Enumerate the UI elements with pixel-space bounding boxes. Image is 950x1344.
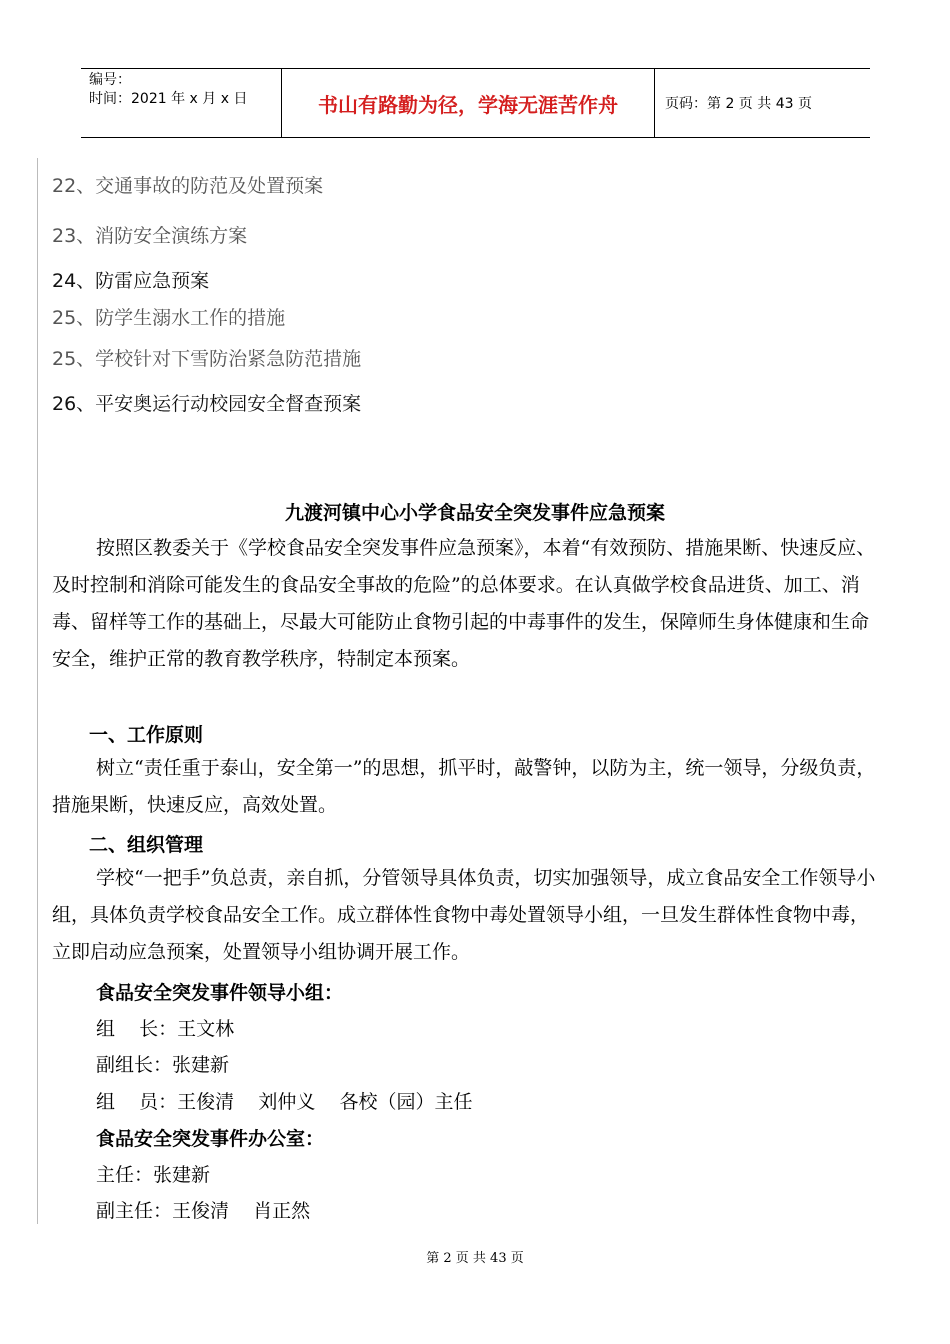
header-meta-cell — [81, 69, 282, 137]
document-title: 九渡河镇中心小学食品安全突发事件应急预案 — [284, 502, 665, 524]
office-heading: 食品安全突发事件办公室： — [96, 1128, 325, 1150]
number-label: 编号： — [89, 72, 131, 88]
office-director: 主任：张建新 — [96, 1164, 211, 1186]
toc-item: 24、防雷应急预案 — [52, 270, 210, 292]
intro-paragraph: 按照区教委关于《学校食品安全突发事件应急预案》，本着“有效预防、措施果断、快速反应、及时控制和消除可能发生的食品安全事故的危险”的总体要求。在认真做学校食品进货、加工、消毒、留样等工作的基础上，尽最大可能防止食物引起的中毒事件的发生，保障师生身体健康和生命安全，维护正常的教育教学秩序，特制定本预案。 — [52, 537, 876, 670]
toc-item: 25、防学生溺水工作的措施 — [52, 307, 286, 329]
section2-body: 学校“一把手”负总责，亲自抓，分管领导具体负责，切实加强领导，成立食品安全工作领导小组，具体负责学校食品安全工作。成立群体性食物中毒处置领导小组，一旦发生群体性食物中毒，立即启动应急预案，处置领导小组协调开展工作。 — [52, 867, 876, 963]
section1-heading: 一、工作原则 — [89, 724, 204, 746]
margin-rule — [37, 158, 38, 1224]
motto: 书山有路勤为径，学海无涯苦作舟 — [282, 69, 655, 137]
group-heading: 食品安全突发事件领导小组： — [96, 982, 344, 1004]
header-table — [81, 68, 870, 138]
group-members: 组 员：王俊清 刘仲义 各校（园）主任 — [96, 1091, 473, 1113]
group-leader: 组 长：王文林 — [96, 1018, 235, 1040]
toc-item: 22、交通事故的防范及处置预案 — [52, 175, 324, 197]
group-deputy: 副组长：张建新 — [96, 1054, 230, 1076]
page-label: 页码：第 2 页 共 43 页 — [665, 96, 812, 112]
section1-body: 树立“责任重于泰山，安全第一”的思想，抓平时，敲警钟，以防为主，统一领导，分级负责，措施果断，快速反应，高效处置。 — [52, 757, 876, 816]
office-deputy: 副主任：王俊清 肖正然 — [96, 1200, 311, 1222]
time-label: 时间：2021 年 x 月 x 日 — [89, 91, 248, 107]
section2-heading: 二、组织管理 — [89, 834, 204, 856]
toc-item: 25、学校针对下雪防治紧急防范措施 — [52, 348, 362, 370]
toc-item: 26、平安奥运行动校园安全督查预案 — [52, 393, 362, 415]
toc-item: 23、消防安全演练方案 — [52, 225, 248, 247]
page-footer: 第 2 页 共 43 页 — [426, 1251, 524, 1266]
